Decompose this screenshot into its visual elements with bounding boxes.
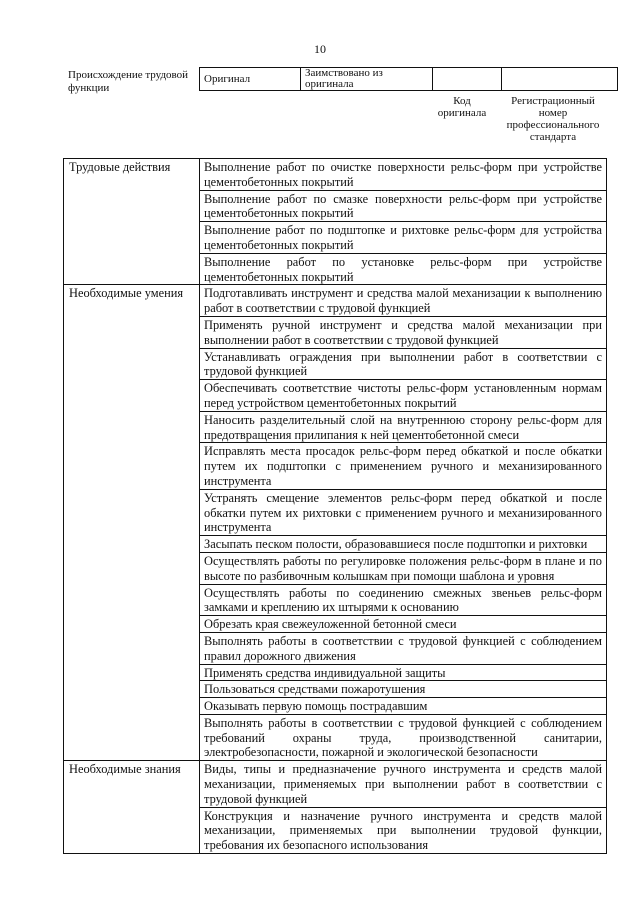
section-label: Трудовые действия — [64, 159, 200, 285]
section-item: Подготавливать инструмент и средства малой механизации к выполнению работ в соответствии с трудовой функцией — [200, 285, 607, 317]
section-item: Пользоваться средствами пожаротушения — [200, 681, 607, 698]
origin-borrowed-cell: Заимствовано из оригинала — [301, 68, 433, 91]
section-item: Устранять смещение элементов рельс-форм перед обкаткой и после обкатки путем их рихтовки с применением ручного и механизированного инструмента — [200, 489, 607, 535]
origin-reg-label: Регистрационный номер профессионального стандарта — [506, 95, 600, 143]
section-item: Осуществлять работы по регулировке положения рельс-форм в плане и по высоте по разбивочным колышкам при помощи шаблона и уровня — [200, 552, 607, 584]
origin-label: Происхождение трудовой функции — [68, 69, 189, 94]
section-item: Исправлять места просадок рельс-форм перед обкаткой и после обкатки путем их подштопки с применением ручного и механизированного инструмента — [200, 443, 607, 489]
section-item: Применять средства индивидуальной защиты — [200, 664, 607, 681]
section-item: Конструкция и назначение ручного инструмента и средств малой механизации, применяемых при выполнении трудовой функции, требования их безопасного использования — [200, 807, 607, 853]
function-table — [63, 158, 607, 854]
section-item: Наносить разделительный слой на внутреннюю сторону рельс-форм для предотвращения прилипания к ней цементобетонной смеси — [200, 411, 607, 443]
section-item: Обрезать края свежеуложенной бетонной смеси — [200, 616, 607, 633]
section-item: Выполнение работ по установке рельс-форм при устройстве цементобетонных покрытий — [200, 253, 607, 285]
section-item: Выполнение работ по очистке поверхности рельс-форм при устройстве цементобетонных покрытий — [200, 159, 607, 191]
page-number: 10 — [314, 42, 326, 56]
section-item: Выполнение работ по смазке поверхности рельс-форм при устройстве цементобетонных покрытий — [200, 190, 607, 222]
section-item: Выполнение работ по подштопке и рихтовке рельс-форм для устройства цементобетонных покрытий — [200, 222, 607, 254]
section-label: Необходимые умения — [64, 285, 200, 761]
section-item: Осуществлять работы по соединению смежных звеньев рельс-форм замками и креплению их штырями к основанию — [200, 584, 607, 616]
section-item: Виды, типы и предназначение ручного инструмента и средств малой механизации, применяемых при выполнении работ в соответствии с трудовой функцией — [200, 761, 607, 807]
section-item: Оказывать первую помощь пострадавшим — [200, 698, 607, 715]
origin-reg-cell — [502, 68, 618, 91]
section-item: Применять ручной инструмент и средства малой механизации при выполнении работ в соответствии с трудовой функцией — [200, 316, 607, 348]
table-row — [64, 761, 607, 807]
section-label: Необходимые знания — [64, 761, 200, 854]
origin-code-label: Код оригинала — [437, 95, 487, 119]
section-item: Выполнять работы в соответствии с трудовой функцией с соблюдением правил дорожного движения — [200, 632, 607, 664]
section-item: Засыпать песком полости, образовавшиеся после подштопки и рихтовки — [200, 536, 607, 553]
table-row — [64, 285, 607, 317]
section-item: Устанавливать ограждения при выполнении работ в соответствии с трудовой функцией — [200, 348, 607, 380]
origin-original-cell: Оригинал — [200, 68, 301, 91]
table-row — [64, 159, 607, 191]
origin-table — [199, 67, 618, 91]
section-item: Обеспечивать соответствие чистоты рельс-форм установленным нормам перед устройством цементобетонных покрытий — [200, 380, 607, 412]
origin-code-cell — [433, 68, 502, 91]
section-item: Выполнять работы в соответствии с трудовой функцией с соблюдением требований охраны труда, производственной санитарии, электробезопасности, пожарной и экологической безопасности — [200, 714, 607, 760]
